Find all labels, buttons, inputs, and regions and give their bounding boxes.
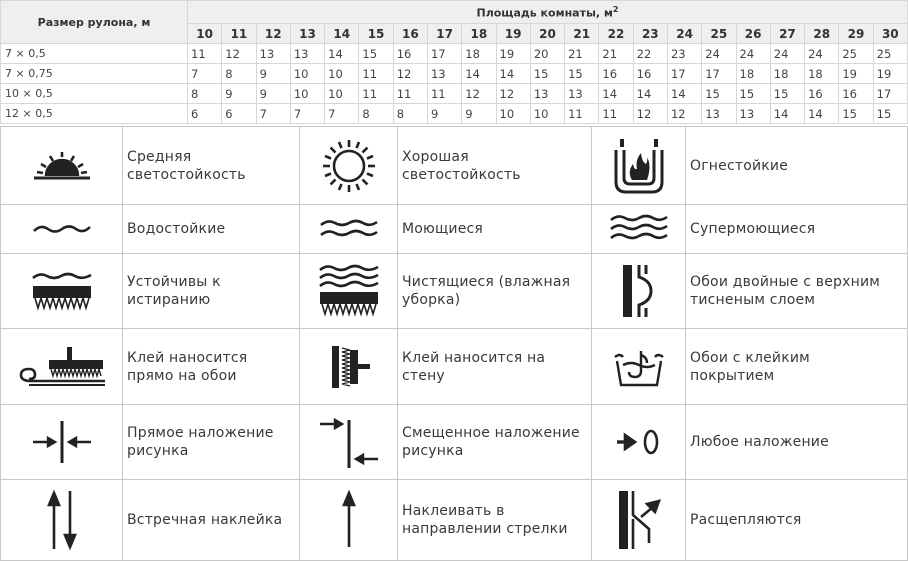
area-column-header: 13 — [290, 24, 324, 44]
table-row — [1, 84, 908, 104]
label-lines — [690, 273, 880, 309]
symbol-label — [402, 405, 589, 479]
label-line: уборка) — [402, 292, 461, 308]
rolls-count-cell: 10 — [325, 64, 359, 84]
roll-size-cell: 7 × 0,75 — [1, 64, 188, 84]
rolls-count-cell: 8 — [393, 104, 427, 124]
label-line: Встречная наклейка — [127, 512, 283, 528]
label-line: Хорошая — [402, 148, 469, 165]
area-column-header: 27 — [770, 24, 804, 44]
triple-wave-icon — [592, 205, 685, 253]
double-wave-icon — [300, 205, 397, 253]
double-layer-icon — [592, 254, 685, 328]
rolls-count-cell: 12 — [393, 64, 427, 84]
symbol-label — [690, 405, 905, 479]
rolls-count-cell: 7 — [256, 104, 290, 124]
area-column-header: 24 — [667, 24, 701, 44]
rolls-count-cell: 11 — [359, 84, 393, 104]
rolls-count-cell: 21 — [565, 44, 599, 64]
symbol-label — [402, 329, 589, 404]
rolls-count-cell: 9 — [462, 104, 496, 124]
rolls-count-cell: 10 — [290, 64, 324, 84]
area-column-header: 18 — [462, 24, 496, 44]
symbol-label — [690, 127, 905, 204]
rolls-count-cell: 10 — [530, 104, 564, 124]
waves-brush-icon — [300, 254, 397, 328]
paste-wallpaper-icon — [1, 329, 122, 404]
area-column-header: 10 — [188, 24, 222, 44]
rolls-count-cell: 16 — [599, 64, 633, 84]
rolls-count-cell: 13 — [736, 104, 770, 124]
label-lines — [127, 424, 274, 460]
rolls-count-cell: 9 — [256, 84, 290, 104]
roll-size-cell: 10 × 0,5 — [1, 84, 188, 104]
rolls-count-cell: 9 — [427, 104, 461, 124]
rolls-count-cell: 18 — [462, 44, 496, 64]
rolls-count-cell: 15 — [736, 84, 770, 104]
label-line: Средняя — [127, 148, 192, 165]
rolls-count-cell: 7 — [290, 104, 324, 124]
symbol-label — [127, 254, 297, 328]
rolls-count-cell: 11 — [599, 104, 633, 124]
rolls-count-cell: 11 — [565, 104, 599, 124]
label-lines — [402, 220, 483, 238]
rolls-count-cell: 16 — [393, 44, 427, 64]
rolls-count-cell: 17 — [667, 64, 701, 84]
area-column-header: 15 — [359, 24, 393, 44]
rolls-count-cell: 19 — [873, 64, 907, 84]
rolls-count-cell: 10 — [290, 84, 324, 104]
table-row — [1, 64, 908, 84]
roll-size-header: Размер рулона, м — [1, 1, 188, 44]
area-column-header: 16 — [393, 24, 427, 44]
label-line: Обои двойные с верхним — [690, 274, 881, 290]
rolls-count-cell: 12 — [633, 104, 667, 124]
rolls-count-cell: 11 — [359, 64, 393, 84]
rolls-count-cell: 15 — [530, 64, 564, 84]
symbol-label — [402, 205, 589, 253]
label-lines — [690, 511, 802, 529]
rolls-count-cell: 14 — [462, 64, 496, 84]
peelable-icon — [592, 480, 685, 560]
rolls-count-cell: 16 — [633, 64, 667, 84]
area-column-header: 25 — [702, 24, 736, 44]
label-lines — [402, 424, 580, 460]
rolls-count-cell: 19 — [839, 64, 873, 84]
rolls-count-cell: 17 — [702, 64, 736, 84]
symbol-label — [402, 480, 589, 560]
symbol-label — [690, 329, 905, 404]
rolls-count-cell: 23 — [667, 44, 701, 64]
rolls-count-cell: 14 — [770, 104, 804, 124]
half-sun-icon — [1, 127, 122, 204]
rolls-count-cell: 11 — [393, 84, 427, 104]
label-line: светостойкость — [402, 166, 521, 183]
label-lines — [127, 511, 282, 529]
rolls-count-cell: 24 — [805, 44, 839, 64]
rolls-count-cell: 24 — [702, 44, 736, 64]
area-column-header: 22 — [599, 24, 633, 44]
rolls-count-cell: 14 — [325, 44, 359, 64]
sun-icon — [300, 127, 397, 204]
rolls-count-cell: 24 — [770, 44, 804, 64]
arrow-direction-icon — [300, 480, 397, 560]
rolls-count-cell: 15 — [565, 64, 599, 84]
symbol-label — [127, 405, 297, 479]
symbol-label — [690, 205, 905, 253]
label-line: прямо на обои — [127, 367, 237, 384]
symbol-label — [402, 127, 589, 204]
label-line: Моющиеся — [402, 221, 484, 237]
rolls-count-cell: 15 — [702, 84, 736, 104]
rolls-count-cell: 13 — [256, 44, 290, 64]
area-column-header: 21 — [565, 24, 599, 44]
rolls-count-cell: 15 — [839, 104, 873, 124]
rolls-count-cell: 14 — [633, 84, 667, 104]
rolls-count-cell: 18 — [805, 64, 839, 84]
rolls-count-cell: 10 — [325, 84, 359, 104]
area-column-header: 26 — [736, 24, 770, 44]
label-line: направлении стрелки — [402, 521, 568, 537]
table-row — [1, 44, 908, 64]
rolls-count-cell: 19 — [496, 44, 530, 64]
rolls-count-cell: 12 — [462, 84, 496, 104]
rolls-count-cell: 15 — [359, 44, 393, 64]
label-lines — [690, 349, 810, 385]
label-line: покрытием — [690, 367, 775, 384]
rolls-count-cell: 17 — [873, 84, 907, 104]
rolls-count-cell: 13 — [702, 104, 736, 124]
rolls-count-cell: 22 — [633, 44, 667, 64]
area-column-header: 17 — [427, 24, 461, 44]
rolls-count-cell: 16 — [805, 84, 839, 104]
label-lines — [127, 349, 247, 385]
rolls-count-cell: 8 — [222, 64, 256, 84]
area-column-header: 30 — [873, 24, 907, 44]
rolls-count-cell: 13 — [427, 64, 461, 84]
label-lines — [127, 148, 246, 184]
label-line: Огнестойкие — [690, 157, 789, 174]
symbol-label — [402, 254, 589, 328]
rolls-count-cell: 25 — [839, 44, 873, 64]
rolls-count-cell: 18 — [770, 64, 804, 84]
area-column-header: 29 — [839, 24, 873, 44]
rolls-count-cell: 25 — [873, 44, 907, 64]
grid-line — [685, 126, 686, 561]
label-line: Клей наносится на — [402, 349, 546, 366]
label-line: Смещенное наложение — [402, 425, 580, 441]
label-line: Супермоющиеся — [690, 221, 816, 237]
label-lines — [402, 273, 570, 309]
label-lines — [690, 220, 815, 238]
label-line: Обои с клейким — [690, 349, 810, 366]
table-row — [1, 104, 908, 124]
wave-brush-icon — [1, 254, 122, 328]
label-lines — [690, 433, 829, 451]
label-line: Чистящиеся (влажная — [402, 274, 571, 290]
rolls-count-cell: 12 — [496, 84, 530, 104]
roll-size-cell: 12 × 0,5 — [1, 104, 188, 124]
straight-match-icon — [1, 405, 122, 479]
area-column-header: 12 — [256, 24, 290, 44]
rolls-count-cell: 10 — [496, 104, 530, 124]
area-column-header: 19 — [496, 24, 530, 44]
reverse-hanging-icon — [1, 480, 122, 560]
label-line: истиранию — [127, 292, 211, 308]
rolls-count-cell: 14 — [667, 84, 701, 104]
symbol-label — [127, 329, 297, 404]
roll-size-table — [0, 0, 908, 124]
rolls-count-cell: 12 — [222, 44, 256, 64]
rolls-count-cell: 13 — [290, 44, 324, 64]
grid-line — [122, 126, 123, 561]
rolls-count-cell: 14 — [496, 64, 530, 84]
rolls-count-cell: 6 — [188, 104, 222, 124]
free-match-icon — [592, 405, 685, 479]
rolls-count-cell: 13 — [565, 84, 599, 104]
rolls-count-cell: 15 — [770, 84, 804, 104]
label-line: Любое наложение — [690, 434, 829, 450]
label-lines — [402, 148, 521, 184]
area-column-header: 23 — [633, 24, 667, 44]
rolls-count-cell: 8 — [359, 104, 393, 124]
label-lines — [127, 220, 225, 238]
rolls-count-cell: 17 — [427, 44, 461, 64]
rolls-count-cell: 15 — [873, 104, 907, 124]
label-line: Водостойкие — [127, 221, 226, 237]
wallpaper-symbols-legend — [0, 126, 908, 561]
rolls-count-cell: 12 — [667, 104, 701, 124]
label-line: рисунка — [127, 443, 189, 459]
room-area-header — [188, 1, 908, 24]
label-line: Наклеивать в — [402, 503, 505, 519]
label-line: светостойкость — [127, 166, 246, 183]
rolls-count-cell: 14 — [805, 104, 839, 124]
label-line: Расщепляются — [690, 512, 802, 528]
single-wave-icon — [1, 205, 122, 253]
label-line: стену — [402, 367, 445, 384]
area-column-header: 20 — [530, 24, 564, 44]
label-lines — [690, 157, 788, 175]
rolls-count-cell: 18 — [736, 64, 770, 84]
symbol-label — [127, 127, 297, 204]
roll-size-cell: 7 × 0,5 — [1, 44, 188, 64]
rolls-count-cell: 24 — [736, 44, 770, 64]
room-area-header-text: Площадь комнаты, м — [476, 6, 613, 20]
rolls-count-cell: 7 — [188, 64, 222, 84]
label-line: Клей наносится — [127, 349, 248, 366]
rolls-count-cell: 11 — [188, 44, 222, 64]
area-column-header: 11 — [222, 24, 256, 44]
rolls-count-cell: 6 — [222, 104, 256, 124]
area-column-header: 28 — [805, 24, 839, 44]
label-line: Устойчивы к — [127, 274, 221, 290]
symbol-label — [127, 480, 297, 560]
rolls-count-cell: 9 — [222, 84, 256, 104]
prepasted-icon — [592, 329, 685, 404]
symbol-label — [127, 205, 297, 253]
rolls-count-cell: 20 — [530, 44, 564, 64]
rolls-count-cell: 7 — [325, 104, 359, 124]
symbol-label — [690, 480, 905, 560]
rolls-count-cell: 11 — [427, 84, 461, 104]
label-lines — [127, 273, 221, 309]
paste-wall-icon — [300, 329, 397, 404]
label-lines — [402, 502, 568, 538]
rolls-count-cell: 9 — [256, 64, 290, 84]
rolls-count-cell: 8 — [188, 84, 222, 104]
label-lines — [402, 349, 545, 385]
rolls-count-cell: 16 — [839, 84, 873, 104]
fire-resistant-icon — [592, 127, 685, 204]
table-body — [1, 44, 908, 124]
rolls-count-cell: 14 — [599, 84, 633, 104]
rolls-count-cell: 13 — [530, 84, 564, 104]
grid-line — [397, 126, 398, 561]
symbol-label — [690, 254, 905, 328]
label-line: тисненым слоем — [690, 292, 816, 308]
area-column-header: 14 — [325, 24, 359, 44]
rolls-count-cell: 21 — [599, 44, 633, 64]
label-line: Прямое наложение — [127, 425, 274, 441]
room-area-unit: 2 — [612, 4, 619, 14]
offset-match-icon — [300, 405, 397, 479]
label-line: рисунка — [402, 443, 464, 459]
